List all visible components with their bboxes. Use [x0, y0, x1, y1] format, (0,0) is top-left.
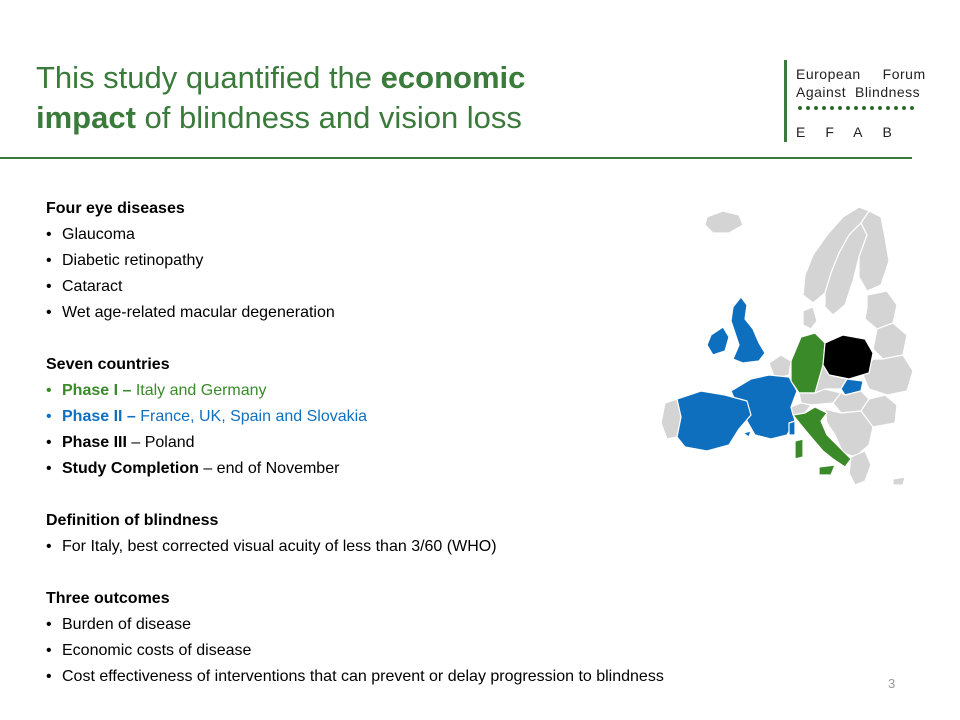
map-greece	[849, 451, 871, 485]
slide-title	[36, 58, 676, 138]
efab-logo	[774, 60, 924, 150]
title-part3: of blindness and vision loss	[135, 100, 522, 135]
map-sardinia	[795, 439, 803, 459]
logo-line1: European Forum	[796, 66, 926, 82]
phase2-item: • Phase II – France, UK, Spain and Slovakia	[46, 408, 368, 425]
definition-heading: Definition of blindness	[46, 512, 219, 529]
list-item: • Cost effectiveness of interventions that can prevent or delay progression to blindness	[46, 668, 664, 685]
list-item: • For Italy, best corrected visual acuity of less than 3/60 (WHO)	[46, 538, 497, 555]
countries-heading: Seven countries	[46, 356, 170, 373]
title-part1: This study quantified the	[36, 60, 381, 95]
logo-dots-decoration	[796, 104, 914, 112]
logo-line2: Against Blindness	[796, 84, 921, 100]
map-uk	[731, 297, 765, 363]
logo-bar	[784, 60, 787, 142]
list-item: • Cataract	[46, 278, 123, 295]
diseases-heading: Four eye diseases	[46, 200, 185, 217]
completion-item: • Study Completion – end of November	[46, 460, 340, 477]
logo-acronym: EFAB	[796, 124, 912, 140]
list-item: • Burden of disease	[46, 616, 191, 633]
list-item: • Wet age-related macular degeneration	[46, 304, 335, 321]
list-item: • Diabetic retinopathy	[46, 252, 204, 269]
map-poland	[823, 335, 873, 379]
title-divider	[0, 157, 912, 159]
map-balearic	[743, 431, 751, 437]
title-bold-economic: economic	[380, 60, 526, 95]
title-bold-impact: impact	[36, 100, 136, 135]
outcomes-heading: Three outcomes	[46, 590, 170, 607]
map-cyprus	[893, 477, 905, 485]
map-spain	[677, 391, 751, 451]
phase1-item: • Phase I – Italy and Germany	[46, 382, 267, 399]
map-ireland	[707, 327, 729, 355]
list-item: • Economic costs of disease	[46, 642, 252, 659]
map-finland	[859, 211, 889, 291]
page-number: 3	[888, 676, 896, 691]
map-corsica	[789, 421, 795, 435]
map-sicily	[819, 465, 835, 475]
map-denmark	[803, 307, 817, 329]
europe-map	[655, 195, 915, 495]
map-belarus	[873, 323, 907, 359]
list-item: • Glaucoma	[46, 226, 135, 243]
map-iceland	[705, 211, 743, 233]
phase3-item: • Phase III – Poland	[46, 434, 195, 451]
